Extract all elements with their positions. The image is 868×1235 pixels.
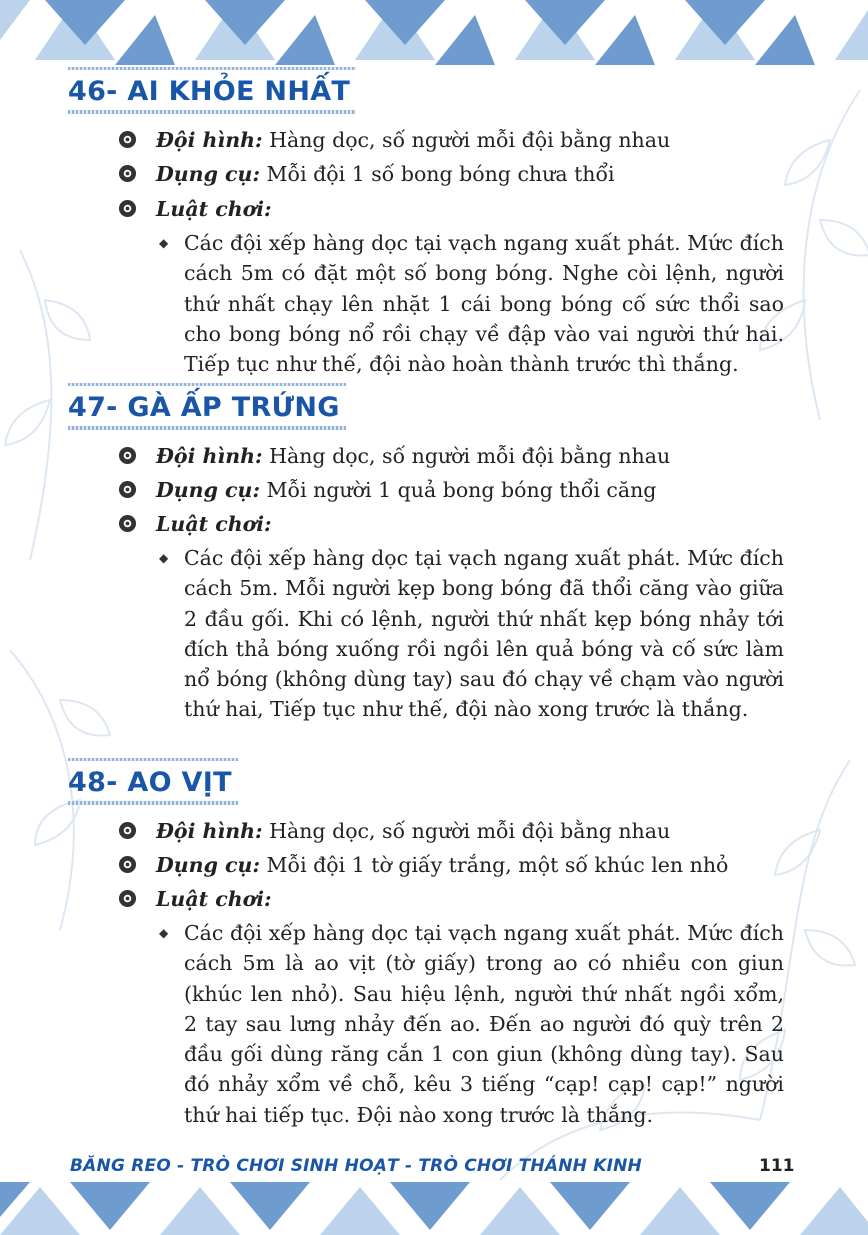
diamond-bullet-icon: ◆ bbox=[159, 926, 169, 940]
top-triangle-border bbox=[0, 0, 868, 72]
equipment-text: Mỗi đội 1 số bong bóng chưa thổi bbox=[266, 162, 615, 186]
flower-bullet-icon bbox=[118, 821, 137, 840]
equipment-item bbox=[118, 853, 728, 877]
flower-bullet-icon bbox=[118, 164, 137, 183]
equipment-item bbox=[118, 162, 615, 186]
equipment-label: Dụng cụ: bbox=[156, 853, 261, 877]
heading-rule bbox=[68, 67, 356, 70]
flower-bullet-icon bbox=[118, 199, 137, 218]
heading-rule bbox=[68, 801, 238, 805]
rules-label: Luật chơi: bbox=[156, 197, 272, 221]
flower-bullet-icon bbox=[118, 855, 137, 874]
rules-label: Luật chơi: bbox=[156, 887, 272, 911]
formation-label: Đội hình: bbox=[156, 128, 263, 152]
formation-label: Đội hình: bbox=[156, 819, 263, 843]
heading-rule bbox=[68, 110, 356, 114]
section-heading bbox=[68, 767, 232, 798]
equipment-text: Mỗi người 1 quả bong bóng thổi căng bbox=[266, 478, 657, 502]
section-heading bbox=[68, 76, 350, 107]
rules-text: Các đội xếp hàng dọc tại vạch ngang xuất phát. Mức đích cách 5m là ao vịt (tờ giấy) trong ao có nhiều con giun (khúc len nhỏ). Sau hiệu lệnh, người thứ nhất ngồi xổm, 2 tay sau lưng nhảy đến ao. Đến ao người đó quỳ trên 2 đầu gối dùng răng cắn 1 con giun (không dùng tay). Sau đó nhảy xổm về chỗ, kêu 3 tiếng “cạp! cạp! cạp!” người thứ hai tiếp tục. Đội nào xong trước là thắng. bbox=[184, 921, 784, 1127]
formation-text: Hàng dọc, số người mỗi đội bằng nhau bbox=[269, 128, 671, 152]
page-number: 111 bbox=[759, 1156, 795, 1176]
section-title: 46- AI KHỎE NHẤT bbox=[68, 76, 351, 107]
heading-rule bbox=[68, 383, 346, 386]
rules-text: Các đội xếp hàng dọc tại vạch ngang xuất phát. Mức đích cách 5m. Mỗi người kẹp bong bóng đã thổi căng vào giữa 2 đầu gối. Khi có lệnh, người thứ nhất kẹp bóng nhảy tới đích thả bóng xuống rồi ngồi lên quả bóng và cố sức làm nổ bóng (không dùng tay) sau đó chạy về chạm vào người thứ hai, Tiếp tục như thế, đội nào xong trước là thắng. bbox=[184, 546, 784, 722]
formation-item bbox=[118, 819, 670, 843]
book-title-footer: BĂNG REO - TRÒ CHƠI SINH HOẠT - TRÒ CHƠI THÁNH KINH bbox=[70, 1156, 642, 1176]
equipment-text: Mỗi đội 1 tờ giấy trắng, một số khúc len nhỏ bbox=[266, 853, 729, 877]
rules-item bbox=[118, 512, 272, 536]
diamond-bullet-icon: ◆ bbox=[159, 551, 169, 565]
equipment-label: Dụng cụ: bbox=[156, 162, 261, 186]
equipment-item bbox=[118, 478, 656, 502]
rules-text: Các đội xếp hàng dọc tại vạch ngang xuất phát. Mức đích cách 5m có đặt một số bong bóng. Nghe còi lệnh, người thứ nhất chạy lên nhặt 1 cái bong bóng cố sức thổi sao cho bong bóng nổ rồi chạy về đập vào vai người thứ hai. Tiếp tục như thế, đội nào hoàn thành trước thì thắng. bbox=[184, 231, 784, 377]
flower-bullet-icon bbox=[118, 480, 137, 499]
formation-item bbox=[118, 128, 670, 152]
equipment-label: Dụng cụ: bbox=[156, 478, 261, 502]
section-title: 47- GÀ ẤP TRỨNG bbox=[68, 392, 340, 423]
rules-item bbox=[118, 887, 272, 911]
rules-item bbox=[118, 197, 272, 221]
formation-label: Đội hình: bbox=[156, 444, 263, 468]
rules-label: Luật chơi: bbox=[156, 512, 272, 536]
section-title: 48- AO VỊT bbox=[68, 767, 232, 798]
heading-rule bbox=[68, 426, 346, 430]
heading-rule bbox=[68, 758, 238, 761]
formation-item bbox=[118, 444, 670, 468]
flower-bullet-icon bbox=[118, 130, 137, 149]
flower-bullet-icon bbox=[118, 514, 137, 533]
formation-text: Hàng dọc, số người mỗi đội bằng nhau bbox=[269, 819, 671, 843]
formation-text: Hàng dọc, số người mỗi đội bằng nhau bbox=[269, 444, 671, 468]
bottom-triangle-border bbox=[0, 1182, 868, 1235]
diamond-bullet-icon: ◆ bbox=[159, 236, 169, 250]
section-heading bbox=[68, 392, 340, 423]
flower-bullet-icon bbox=[118, 446, 137, 465]
flower-bullet-icon bbox=[118, 889, 137, 908]
